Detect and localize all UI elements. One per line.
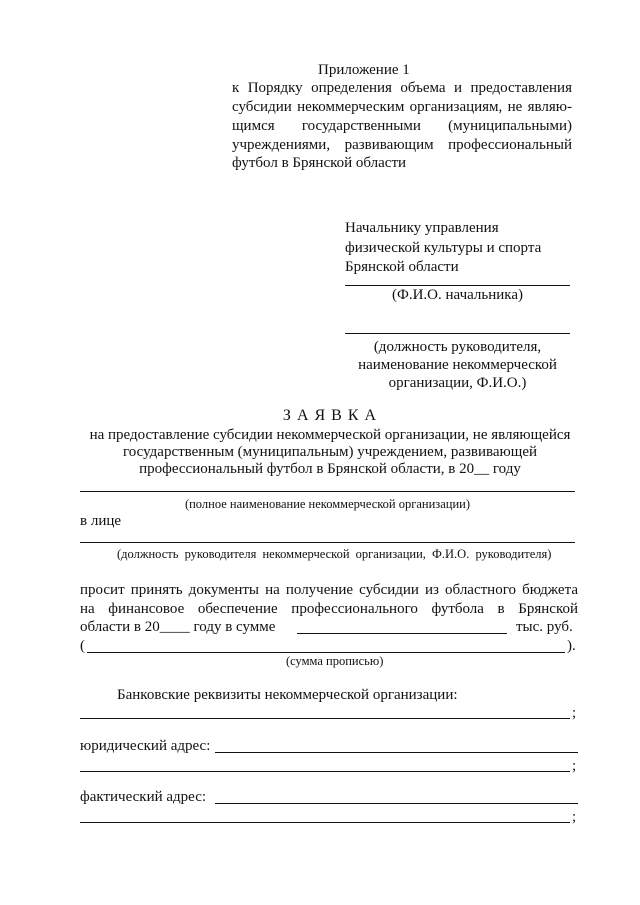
org-name-caption: (полное наименование некоммерческой организации) (184, 497, 471, 511)
appendix-line-1: к Порядку определения объема и предоставления (232, 80, 572, 96)
applicant-caption-1: (должность руководителя, (373, 339, 542, 355)
document-title: З А Я В К А (282, 407, 378, 424)
request-line-2: на финансовое обеспечение профессионального футбола в Брянской (80, 601, 578, 617)
sum-digits-line (297, 633, 507, 634)
applicant-line (345, 333, 570, 334)
actual-address-label: фактический адрес: (80, 789, 207, 805)
sum-words-caption: (сумма прописью) (286, 654, 384, 668)
appendix-line-2: субсидии некоммерческим организациям, не являю- (232, 99, 572, 115)
sum-words-line (87, 652, 565, 653)
request-line-3-end: тыс. руб. (516, 619, 573, 635)
legal-address-line-1 (215, 752, 578, 753)
appendix-title: Приложение 1 (318, 62, 410, 78)
title-line-3: профессиональный футбол в Брянской области, в 20__ году (139, 461, 521, 477)
request-line-3-start: области в 20____ году в сумме (80, 619, 276, 635)
appendix-line-4: учреждениями, развивающим профессиональный (232, 137, 572, 153)
legal-address-end: ; (572, 758, 577, 774)
bank-label: Банковские реквизиты некоммерческой организации: (117, 687, 458, 703)
paren-close: ). (567, 638, 576, 654)
request-line-1: просит принять документы на получение субсидии из областного бюджета (80, 582, 578, 598)
bank-line (80, 718, 570, 719)
leader-caption: (должность руководителя некоммерческой организации, Ф.И.О. руководителя) (117, 547, 552, 561)
addressee-line-2: физической культуры и спорта (345, 240, 542, 256)
org-name-line (80, 491, 575, 492)
paren-open: ( (80, 638, 85, 654)
head-name-caption: (Ф.И.О. начальника) (391, 287, 524, 303)
appendix-line-3: щимся государственными (муниципальными) (232, 118, 572, 134)
legal-address-label: юридический адрес: (80, 738, 211, 754)
addressee-line-3: Брянской области (345, 259, 459, 275)
applicant-caption-2: наименование некоммерческой (358, 357, 557, 373)
in-person-label: в лице (80, 513, 122, 529)
applicant-caption-3: организации, Ф.И.О.) (388, 375, 527, 391)
addressee-line-1: Начальнику управления (345, 220, 499, 236)
head-name-line (345, 285, 570, 286)
legal-address-line-2 (80, 771, 570, 772)
title-line-1: на предоставление субсидии некоммерческой организации, не являющейся (89, 427, 571, 443)
actual-address-end: ; (572, 809, 577, 825)
bank-end: ; (572, 705, 577, 721)
leader-line (80, 542, 575, 543)
appendix-line-5: футбол в Брянской области (232, 155, 407, 171)
actual-address-line-2 (80, 822, 570, 823)
actual-address-line-1 (215, 803, 578, 804)
title-line-2: государственным (муниципальным) учреждением, развивающей (122, 444, 538, 460)
